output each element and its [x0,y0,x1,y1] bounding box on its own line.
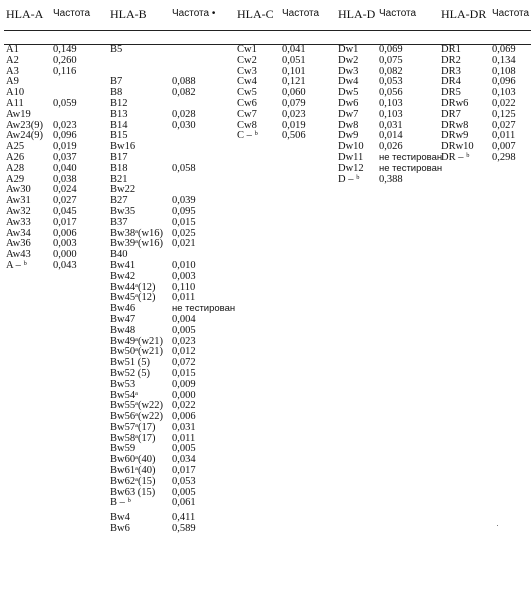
header-hla-b-freq [172,7,215,19]
allele-cell: A11 [6,97,24,109]
allele-cell: A1 [6,44,19,55]
frequency-cell: 0,037 [53,151,77,163]
allele-cell: Bw41 [110,259,136,271]
allele-cell: Bw4 [110,512,130,524]
allele-cell: Aw23(9) [6,119,43,131]
allele-cell: Dw3 [338,65,359,77]
frequency-cell: 0,411 [172,512,196,524]
allele-cell: Aw31 [6,195,31,207]
frequency-cell: 0,005 [172,324,196,336]
table-row [110,45,163,56]
allele-cell: Cw3 [237,65,257,77]
frequency-cell: 0,017 [53,216,77,228]
allele-cell: B5 [110,44,123,55]
frequency-cell: 0,025 [172,227,196,239]
frequency-cell: 0,006 [53,227,77,239]
frequency-cell: 0,082 [379,65,403,77]
frequency-cell: 0,011 [172,432,196,444]
allele-cell: B21 [110,173,128,185]
allele-cell: DR2 [441,54,461,66]
frequency-cell: 0,103 [379,108,403,120]
allele-cell: Bw60ᵃ(40) [110,454,156,466]
frequency-cell: 0,022 [172,400,196,412]
frequency-cell: 0,034 [172,454,196,466]
frequency-cell: 0,298 [492,151,516,163]
frequency-cell: 0,108 [492,65,516,77]
frequency-cell: 0,072 [172,357,196,369]
header-hla-d [338,7,375,22]
frequency-cell: 0,095 [172,205,196,217]
allele-cell: B17 [110,151,128,163]
frequency-cell: 0,061 [172,497,196,509]
header-hla-d-freq [379,7,416,19]
frequency-cell: 0,006 [172,411,196,423]
header-freq-label: Частота [379,8,417,19]
frequency-cell: 0,053 [379,76,403,88]
frequency-cell: 0,103 [492,87,516,99]
hla-a-column [6,44,77,272]
allele-cell: A29 [6,173,25,185]
allele-cell: Bw35 [110,205,136,217]
frequency-cell: 0,121 [282,76,306,88]
allele-cell: A3 [6,65,19,77]
frequency-cell: 0,101 [282,65,306,77]
allele-cell: Bw22 [110,184,136,196]
frequency-cell: 0,012 [172,346,196,358]
allele-cell: Cw6 [237,97,257,109]
allele-cell: Bw53 [110,378,136,390]
header-hla-a-freq [53,7,90,19]
allele-cell: DR5 [441,87,461,99]
frequency-cell: 0,056 [379,87,403,99]
allele-cell: C – ᵇ [237,130,258,142]
frequency-cell: 0,005 [172,486,196,498]
frequency-cell: 0,260 [53,54,77,66]
frequency-cell: 0,125 [492,108,516,120]
allele-cell: Bw54ᵃ [110,389,138,401]
frequency-cell: 0,027 [53,195,77,207]
header-hla-a [6,7,43,22]
allele-cell: B13 [110,108,128,120]
frequency-cell: 0,015 [172,367,196,379]
allele-cell: Bw16 [110,141,136,153]
allele-cell: Bw42 [110,270,136,282]
frequency-cell: 0,023 [282,108,306,120]
frequency-cell: 0,028 [172,108,196,120]
allele-cell: B14 [110,119,128,131]
frequency-cell: 0,019 [53,141,77,153]
allele-cell: A26 [6,151,25,163]
frequency-cell: 0,000 [172,389,196,401]
frequency-cell: 0,088 [172,76,196,88]
allele-cell: DR4 [441,76,461,88]
frequency-cell: 0,075 [379,54,403,66]
frequency-cell: 0,019 [282,119,306,131]
frequency-cell: 0,388 [379,173,403,185]
frequency-cell: 0,069 [492,44,516,55]
hla-b-column [110,44,236,535]
table-row [110,497,196,509]
allele-cell: Aw34 [6,227,31,239]
allele-cell: Bw46 [110,303,136,315]
allele-cell: Cw4 [237,76,257,88]
allele-cell: Dw1 [338,44,359,55]
header-hla-c-freq [282,7,319,19]
frequency-cell: 0,053 [172,475,196,487]
hla-dr-column [441,44,516,164]
allele-cell: DR3 [441,65,461,77]
allele-cell: B37 [110,216,128,228]
allele-cell: Dw4 [338,76,359,88]
allele-cell: Dw10 [338,141,364,153]
frequency-cell: 0,096 [53,130,77,142]
allele-cell: Bw6 [110,523,130,535]
header-freq-label: Частота [53,8,91,19]
allele-cell: Cw1 [237,44,257,55]
frequency-cell: 0,010 [172,259,196,271]
header-hla-c [237,7,274,22]
allele-cell: B27 [110,195,128,207]
allele-cell: A2 [6,54,19,66]
allele-cell: Aw43 [6,249,31,261]
frequency-cell: 0,022 [492,97,516,109]
allele-cell: Dw9 [338,130,359,142]
table-row [441,151,516,164]
header-hla-dr-name: HLA-DR [441,7,487,21]
allele-cell: Aw32 [6,205,31,217]
allele-cell: Bw58ᵃ(17) [110,432,156,444]
allele-cell: Aw33 [6,216,31,228]
table-row [237,130,306,142]
frequency-cell: 0,021 [172,238,196,250]
frequency-cell: 0,096 [492,76,516,88]
allele-cell: Bw61ᵃ(40) [110,465,156,477]
allele-cell: DR1 [441,44,461,55]
frequency-cell: 0,069 [379,44,403,55]
frequency-cell: 0,011 [492,130,516,142]
allele-cell: Bw50ᵃ(w21) [110,346,164,358]
table-row [110,56,163,67]
frequency-cell: 0,040 [53,162,77,174]
frequency-cell: 0,589 [172,523,196,535]
allele-cell: DRw9 [441,130,469,142]
frequency-cell: 0,041 [282,44,306,55]
allele-cell: DR7 [441,108,461,120]
allele-cell: Bw51 (5) [110,357,150,369]
allele-cell: Dw6 [338,97,359,109]
allele-cell: Bw57ᵃ(17) [110,421,156,433]
allele-cell: Bw49ᵃ(w21) [110,335,164,347]
frequency-cell: 0,506 [282,130,306,142]
allele-cell: DRw10 [441,141,474,153]
frequency-cell: 0,026 [379,141,403,153]
frequency-cell: 0,031 [379,119,403,131]
frequency-cell: 0,017 [172,465,196,477]
allele-cell: DR – ᵇ [441,151,470,163]
frequency-cell: 0,000 [53,249,77,261]
allele-cell: Cw7 [237,108,257,120]
frequency-cell: 0,043 [53,259,77,271]
frequency-cell: 0,103 [379,97,403,109]
frequency-cell: 0,058 [172,162,196,174]
frequency-cell: 0,039 [172,195,196,207]
frequency-cell: не тестирован [172,303,236,315]
frequency-cell: 0,082 [172,87,196,99]
allele-cell: Dw8 [338,119,359,131]
frequency-cell: 0,007 [492,141,516,153]
frequency-cell: 0,060 [282,87,306,99]
allele-cell: Dw2 [338,54,359,66]
allele-cell: Aw30 [6,184,31,196]
frequency-cell: 0,009 [172,378,196,390]
scan-speck: · [496,520,499,530]
allele-cell: A28 [6,162,25,174]
allele-cell: Bw44ᵃ(12) [110,281,156,293]
frequency-cell: 0,134 [492,54,516,66]
frequency-cell: 0,030 [172,119,196,131]
allele-cell: Bw52 (5) [110,367,150,379]
frequency-cell: 0,003 [172,270,196,282]
hla-d-column [338,44,443,185]
allele-cell: Bw55ᵃ(w22) [110,400,164,412]
header-freq-label: Частота [492,8,530,19]
header-hla-b [110,7,147,22]
allele-cell: Dw11 [338,151,364,163]
frequency-cell: 0,116 [53,65,77,77]
allele-cell: Cw5 [237,87,257,99]
frequency-cell: 0,031 [172,421,196,433]
allele-cell: Bw59 [110,443,136,455]
allele-cell: B12 [110,97,128,109]
allele-cell: Dw5 [338,87,359,99]
frequency-cell: 0,051 [282,54,306,66]
header-hla-dr [441,7,486,22]
allele-cell: Bw62ᵃ(15) [110,475,156,487]
allele-cell: Aw36 [6,238,31,250]
frequency-cell: 0,005 [172,443,196,455]
hla-c-column [237,44,306,142]
frequency-cell: 0,015 [172,216,196,228]
allele-cell: B40 [110,249,128,261]
header-hla-c-name: HLA-C [237,7,274,21]
allele-cell: Dw12 [338,162,364,174]
allele-cell: A9 [6,76,19,88]
frequency-cell: не тестирован [379,151,443,163]
frequency-cell: 0,014 [379,130,403,142]
frequency-cell: не тестирован [379,162,443,174]
allele-cell: Bw56ᵃ(w22) [110,411,164,423]
allele-cell: B8 [110,87,123,99]
table-row [110,523,196,535]
allele-cell: Aw19 [6,108,31,120]
allele-cell: Cw2 [237,54,257,66]
allele-cell: B15 [110,130,128,142]
frequency-cell: 0,079 [282,97,306,109]
header-freq-label: Частота [282,8,320,19]
frequency-cell: 0,024 [53,184,77,196]
allele-cell: Bw48 [110,324,136,336]
allele-cell: DRw6 [441,97,469,109]
allele-cell: Bw63 (15) [110,486,156,498]
frequency-cell: 0,149 [53,44,77,55]
allele-cell: B18 [110,162,128,174]
frequency-cell: 0,038 [53,173,77,185]
header-hla-b-name: HLA-B [110,7,147,21]
frequency-cell: 0,011 [172,292,196,304]
frequency-cell: 0,059 [53,97,77,109]
header-top-rule [4,30,531,31]
allele-cell: Bw47 [110,313,136,325]
allele-cell: Bw38ᵃ(w16) [110,227,164,239]
frequency-cell: 0,004 [172,313,196,325]
table-row [338,173,403,186]
allele-cell: Dw7 [338,108,359,120]
frequency-cell: 0,110 [172,281,196,293]
allele-cell: Bw39ᵃ(w16) [110,238,164,250]
header-freq-label: Частота • [172,8,216,19]
allele-cell: D – ᵇ [338,173,360,185]
frequency-cell: 0,003 [53,238,77,250]
allele-cell: A25 [6,141,25,153]
allele-cell: DRw8 [441,119,469,131]
allele-cell: A – ᵇ [6,259,27,271]
frequency-cell: 0,045 [53,205,77,217]
allele-cell: Bw45ᵃ(12) [110,292,156,304]
allele-cell: Cw8 [237,119,257,131]
header-hla-d-name: HLA-D [338,7,376,21]
allele-cell: Aw24(9) [6,130,43,142]
allele-cell: B – ᵇ [110,497,131,509]
header-hla-dr-freq [492,7,529,19]
frequency-cell: 0,023 [172,335,196,347]
table-row [6,259,77,272]
allele-cell: B7 [110,76,123,88]
header-hla-a-name: HLA-A [6,7,44,21]
frequency-cell: 0,027 [492,119,516,131]
allele-cell: A10 [6,87,25,99]
frequency-cell: 0,023 [53,119,77,131]
